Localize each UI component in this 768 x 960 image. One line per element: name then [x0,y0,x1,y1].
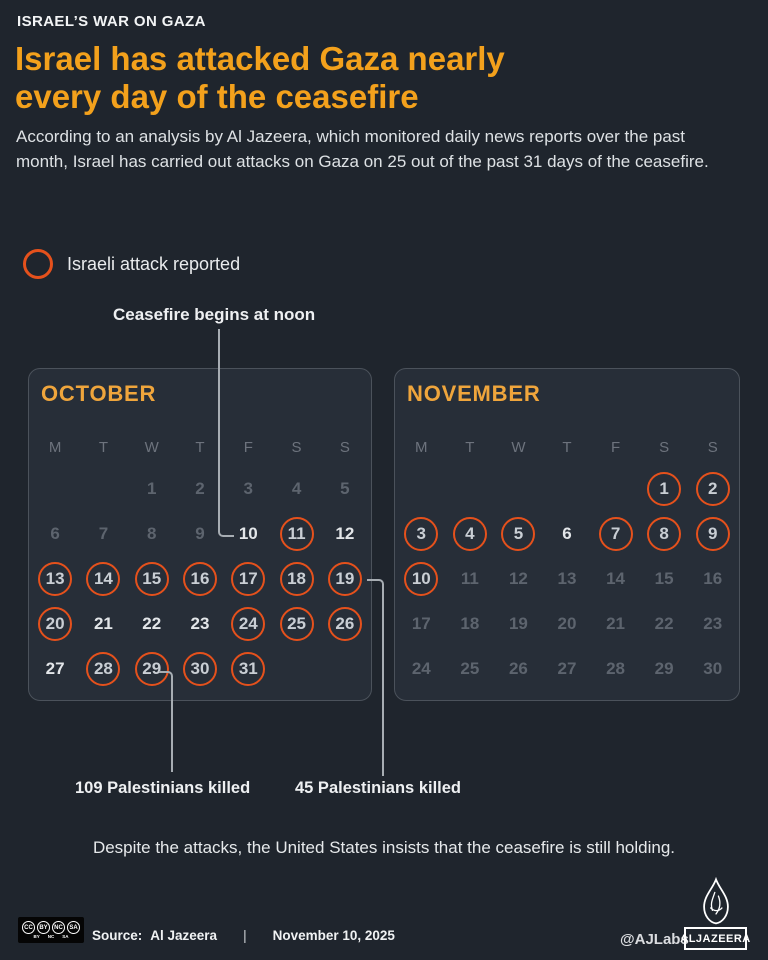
calendar-day: 24 [411,658,431,678]
attack-day-ring: 5 [501,517,535,551]
calendar-day [79,646,127,691]
calendar-november [394,368,740,701]
attack-day-ring: 16 [183,562,217,596]
calendar-day [591,466,640,511]
november-deaths-annotation: 45 Palestinians killed [295,779,461,797]
attack-day-ring: 25 [280,607,314,641]
calendar-day [591,511,640,556]
day-header: T [465,438,475,456]
day-header: F [610,438,621,456]
attack-day-ring: 31 [231,652,265,686]
calendar-day: 4 [291,478,302,498]
cc-sublabels [33,934,68,939]
calendar-day: 13 [557,568,577,588]
attack-day-ring: 29 [135,652,169,686]
calendar-day [321,556,369,601]
source-row [92,928,395,943]
attack-day-ring: 1 [647,472,681,506]
aljazeera-wordmark: ALJAZEERA [684,927,747,950]
calendar-day: 20 [557,613,577,633]
calendar-day: 27 [557,658,577,678]
calendar-day: 22 [142,613,162,633]
calendar-day [176,556,224,601]
calendar-day [79,556,127,601]
calendar-day [446,466,495,511]
source-value: Al Jazeera [150,928,218,943]
calendar-day [321,646,369,691]
calendar-day: 28 [606,658,626,678]
calendar-grid-october [31,421,369,691]
calendar-day [397,556,446,601]
calendar-day [446,511,495,556]
attack-day-ring: 3 [404,517,438,551]
day-header: S [707,438,718,456]
calendar-day [224,601,272,646]
kicker: ISRAEL’S WAR ON GAZA [17,13,206,30]
attack-day-ring: 20 [38,607,72,641]
attack-day-ring: 9 [696,517,730,551]
calendar-october [28,368,372,701]
calendar-day [640,466,689,511]
attack-day-ring: 13 [38,562,72,596]
attack-day-ring: 14 [86,562,120,596]
calendar-day [397,466,446,511]
page-title [15,40,505,116]
calendar-day [494,511,543,556]
attack-day-ring: 7 [599,517,633,551]
cc-sub-sa: SA [62,934,69,939]
day-header: S [339,438,350,456]
cc-nc-icon: NC [52,921,65,934]
calendar-day [321,601,369,646]
attack-day-ring: 26 [328,607,362,641]
attack-day-ring: 10 [404,562,438,596]
calendar-day: 6 [562,523,572,543]
day-header: M [48,438,62,456]
calendar-day: 21 [606,613,626,633]
calendar-day: 2 [195,478,205,498]
ceasefire-annotation: Ceasefire begins at noon [113,305,316,324]
calendar-day [128,556,176,601]
publish-date: November 10, 2025 [272,928,395,943]
legend-label: Israeli attack reported [67,253,241,274]
calendar-day: 19 [508,613,528,633]
calendar-day [272,511,320,556]
day-header: T [562,438,572,456]
calendar-day: 26 [508,658,528,678]
calendar-day [640,511,689,556]
calendar-day [272,556,320,601]
day-header: S [659,438,670,456]
month-title-october: OCTOBER [41,381,157,406]
attack-day-ring: 17 [231,562,265,596]
calendar-day: 1 [146,478,157,498]
attack-day-ring: 30 [183,652,217,686]
calendar-day [688,511,737,556]
cc-license-badge [18,917,84,943]
calendar-day [79,466,127,511]
calendar-day: 11 [460,568,479,588]
day-header: W [511,438,526,456]
calendar-day: 17 [411,613,431,633]
cc-sub-by: BY [33,934,40,939]
attack-day-ring: 4 [453,517,487,551]
attack-day-ring: 15 [135,562,169,596]
connector-line-ceasefire [218,329,234,537]
attack-day-ring: 19 [328,562,362,596]
calendar-day: 6 [50,523,60,543]
calendar-day [397,511,446,556]
calendar-day [494,466,543,511]
day-header: F [243,438,253,456]
intro-paragraph: According to an analysis by Al Jazeera, which monitored daily news reports over the past month, Israel has carried out attacks on Gaza on 25 out of the past 31 days of the ceasefire. [16,127,709,171]
calendar-day: 7 [98,523,109,543]
attack-day-ring: 28 [86,652,120,686]
calendar-day: 10 [238,523,258,543]
calendar-day: 30 [703,658,723,678]
day-header: W [144,438,159,456]
source-label: Source: [92,928,143,943]
cc-sa-icon: SA [67,921,80,934]
attack-day-ring: 18 [280,562,314,596]
calendar-day: 5 [340,478,350,498]
calendar-day: 14 [606,568,626,588]
separator: | [243,928,247,943]
month-title-november: NOVEMBER [407,381,541,406]
calendar-day: 27 [45,658,65,678]
calendar-day [31,466,79,511]
day-header: S [291,438,302,456]
page-title-line-2: every day of the ceasefire [15,78,419,115]
ajlabs-credit: @AJLabs [620,931,689,948]
calendar-grid-november [397,421,737,691]
calendar-day: 23 [190,613,210,633]
calendar-day: 3 [243,478,254,498]
attack-day-ring: 11 [280,517,314,551]
calendar-day [176,646,224,691]
cc-sub-nc: NC [47,934,55,939]
calendar-day: 12 [508,568,528,588]
calendar-day: 12 [335,523,355,543]
calendar-day [543,466,592,511]
legend [23,249,240,279]
calendar-day: 9 [195,523,205,543]
calendar-day: 16 [703,568,723,588]
cc-by-icon: BY [37,921,50,934]
calendar-day: 21 [93,613,113,633]
calendar-day: 22 [654,613,674,633]
calendar-day [224,646,272,691]
calendar-day: 29 [654,658,674,678]
october-deaths-annotation: 109 Palestinians killed [75,779,251,797]
calendar-day: 15 [654,568,674,588]
attack-day-ring: 8 [647,517,681,551]
day-header: M [415,438,428,456]
calendar-day [224,556,272,601]
calendar-day: 18 [460,613,480,633]
attack-day-ring: 2 [696,472,730,506]
connector-line-oct19 [367,579,384,776]
calendar-day [31,556,79,601]
calendar-day: 25 [460,658,480,678]
day-header: T [195,438,205,456]
outro-statement: Despite the attacks, the United States insists that the ceasefire is still holding. [92,838,676,857]
attack-ring-icon [23,249,53,279]
calendar-day [272,646,320,691]
day-header: T [98,438,108,456]
attack-day-ring: 24 [231,607,265,641]
cc-icons [22,921,80,934]
page-title-line-1: Israel has attacked Gaza nearly [15,40,505,77]
calendar-day [272,601,320,646]
calendar-day [688,466,737,511]
calendar-day: 8 [146,523,157,543]
cc-icon: CC [22,921,35,934]
aljazeera-flame-logo [698,877,734,927]
calendar-day: 23 [703,613,723,633]
connector-line-oct29 [159,671,173,772]
calendar-day [31,601,79,646]
